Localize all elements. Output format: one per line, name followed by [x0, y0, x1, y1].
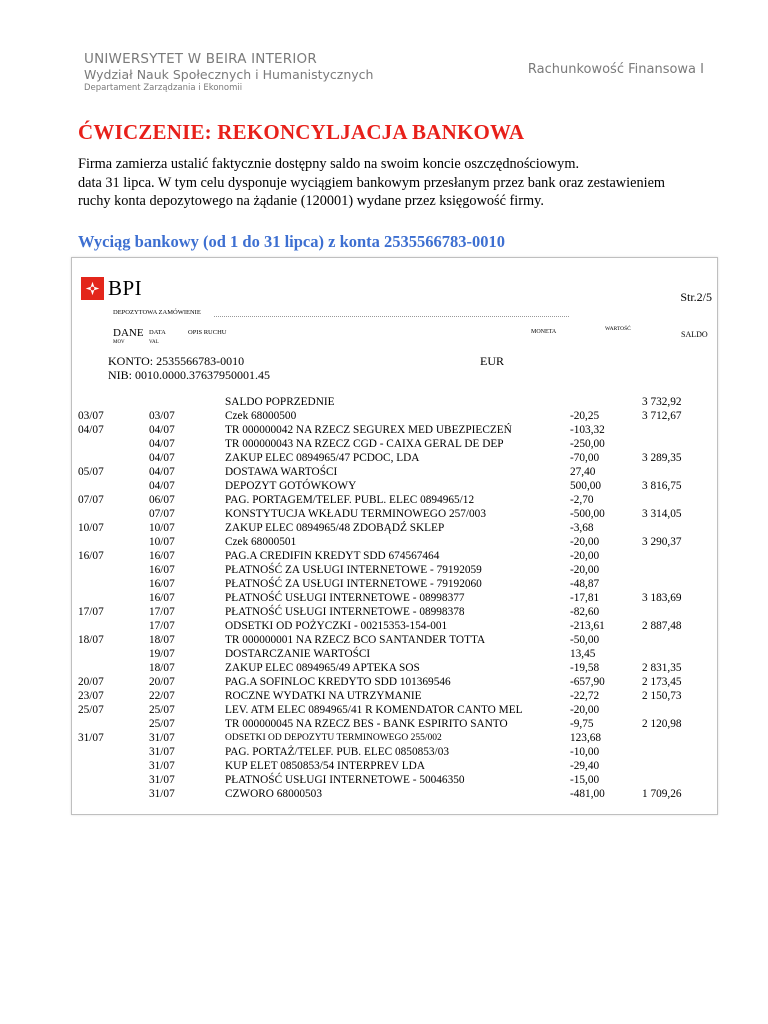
value-date: 16/07 — [149, 578, 175, 590]
intro-line: data 31 lipca. W tym celu dysponuje wyciągiem bankowym przesłanym przez bank oraz zestawieniem — [78, 174, 666, 191]
table-row — [72, 689, 717, 703]
transaction-amount: -20,00 — [570, 550, 600, 562]
running-balance: 1 709,26 — [642, 788, 682, 800]
opening-balance-value: 3 732,92 — [642, 396, 682, 408]
value-date: 16/07 — [149, 564, 175, 576]
transaction-amount: 13,45 — [570, 648, 596, 660]
transaction-amount: -29,40 — [570, 760, 600, 772]
transaction-description: PŁATNOŚĆ USŁUGI INTERNETOWE - 08998378 — [225, 606, 465, 618]
order-line-divider — [214, 316, 569, 317]
movement-date: 04/07 — [78, 424, 104, 436]
table-row — [72, 787, 717, 801]
column-header-dane: DANE — [113, 327, 144, 339]
transaction-amount: -2,70 — [570, 494, 594, 506]
movement-date: 17/07 — [78, 606, 104, 618]
movement-date: 18/07 — [78, 634, 104, 646]
column-header-moneta: MONETA — [531, 329, 557, 335]
transaction-amount: 27,40 — [570, 466, 596, 478]
movement-date: 23/07 — [78, 690, 104, 702]
movement-date: 10/07 — [78, 522, 104, 534]
value-date: 31/07 — [149, 746, 175, 758]
transaction-description: TR 000000001 NA RZECZ BCO SANTANDER TOTTA — [225, 634, 486, 646]
table-row — [72, 437, 717, 451]
column-header-data: DATA — [149, 329, 166, 336]
transaction-description: ODSETKI OD POŻYCZKI - 00215353-154-001 — [225, 620, 448, 632]
column-header-opis: OPIS RUCHU — [188, 329, 227, 336]
table-row — [72, 731, 717, 745]
transaction-description: PAG.A CREDIFIN KREDYT SDD 674567464 — [225, 550, 440, 562]
transaction-amount: -213,61 — [570, 620, 605, 632]
transaction-description: PAG. PORTAGEM/TELEF. PUBL. ELEC 0894965/12 — [225, 494, 475, 506]
running-balance: 3 314,05 — [642, 508, 682, 520]
transaction-description: ZAKUP ELEC 0894965/48 ZDOBĄDŹ SKLEP — [225, 522, 445, 534]
university-name: UNIWERSYTET W BEIRA INTERIOR — [84, 51, 317, 67]
table-row — [72, 577, 717, 591]
transaction-amount: -82,60 — [570, 606, 600, 618]
table-row — [72, 535, 717, 549]
transaction-amount: -70,00 — [570, 452, 600, 464]
table-row — [72, 745, 717, 759]
movement-date: 31/07 — [78, 732, 104, 744]
table-row — [72, 493, 717, 507]
table-row — [72, 465, 717, 479]
transaction-description: DOSTAWA WARTOŚCI — [225, 466, 338, 478]
movement-date: 07/07 — [78, 494, 104, 506]
running-balance: 2 831,35 — [642, 662, 682, 674]
bank-logo-text: BPI — [108, 276, 143, 300]
value-date: 25/07 — [149, 718, 175, 730]
transaction-description: TR 000000042 NA RZECZ SEGUREX MED UBEZPIECZEŃ — [225, 424, 512, 436]
value-date: 17/07 — [149, 620, 175, 632]
table-row — [72, 703, 717, 717]
transaction-amount: -20,00 — [570, 564, 600, 576]
value-date: 04/07 — [149, 480, 175, 492]
transaction-description: KONSTYTUCJA WKŁADU TERMINOWEGO 257/003 — [225, 508, 486, 520]
value-date: 16/07 — [149, 592, 175, 604]
table-row — [72, 633, 717, 647]
table-row — [72, 423, 717, 437]
value-date: 31/07 — [149, 760, 175, 772]
value-date: 17/07 — [149, 606, 175, 618]
table-row-opening-balance — [72, 395, 717, 409]
column-header-mov: MOV — [113, 340, 125, 345]
opening-balance-label: SALDO POPRZEDNIE — [225, 396, 335, 408]
value-date: 04/07 — [149, 466, 175, 478]
transaction-description: ROCZNE WYDATKI NA UTRZYMANIE — [225, 690, 422, 702]
transaction-description: TR 000000043 NA RZECZ CGD - CAIXA GERAL DE DEP — [225, 438, 504, 450]
transaction-amount: -657,90 — [570, 676, 605, 688]
column-header-wartosc: WARTOŚĆ — [605, 326, 631, 332]
transaction-description: PAG. PORTAŻ/TELEF. PUB. ELEC 0850853/03 — [225, 746, 449, 758]
movement-date: 25/07 — [78, 704, 104, 716]
running-balance: 2 887,48 — [642, 620, 682, 632]
value-date: 16/07 — [149, 550, 175, 562]
bank-statement — [71, 257, 718, 815]
nib-number: NIB: 0010.0000.37637950001.45 — [108, 368, 270, 382]
transaction-description: LEV. ATM ELEC 0894965/41 R KOMENDATOR CANTO MEL — [225, 704, 523, 716]
table-row — [72, 759, 717, 773]
running-balance: 3 816,75 — [642, 480, 682, 492]
intro-paragraph — [78, 155, 718, 211]
transaction-description: DOSTARCZANIE WARTOŚCI — [225, 648, 371, 660]
table-row — [72, 409, 717, 423]
account-number: KONTO: 2535566783-0010 — [108, 354, 245, 368]
transaction-description: PŁATNOŚĆ USŁUGI INTERNETOWE - 08998377 — [225, 592, 465, 604]
transaction-amount: -20,00 — [570, 536, 600, 548]
transaction-amount: -17,81 — [570, 592, 600, 604]
value-date: 10/07 — [149, 522, 175, 534]
value-date: 31/07 — [149, 788, 175, 800]
column-header-val: VAL — [149, 340, 159, 345]
transaction-rows — [72, 409, 717, 801]
bank-logo — [81, 276, 142, 301]
transaction-description: PŁATNOŚĆ ZA USŁUGI INTERNETOWE - 79192060 — [225, 578, 482, 590]
value-date: 06/07 — [149, 494, 175, 506]
table-row — [72, 661, 717, 675]
value-date: 04/07 — [149, 438, 175, 450]
transaction-description: PŁATNOŚĆ USŁUGI INTERNETOWE - 50046350 — [225, 774, 465, 786]
movement-date: 05/07 — [78, 466, 104, 478]
value-date: 31/07 — [149, 732, 175, 744]
table-row — [72, 521, 717, 535]
transaction-amount: -103,32 — [570, 424, 605, 436]
transaction-description: KUP ELET 0850853/54 INTERPREV LDA — [225, 760, 425, 772]
transaction-amount: -500,00 — [570, 508, 605, 520]
transaction-amount: -50,00 — [570, 634, 600, 646]
table-row — [72, 773, 717, 787]
order-label: DEPOZYTOWA ZAMÓWIENIE — [113, 309, 201, 316]
value-date: 22/07 — [149, 690, 175, 702]
transaction-description: ZAKUP ELEC 0894965/47 PCDOC, LDA — [225, 452, 420, 464]
movement-date: 20/07 — [78, 676, 104, 688]
table-row — [72, 563, 717, 577]
value-date: 07/07 — [149, 508, 175, 520]
transaction-description: PŁATNOŚĆ ZA USŁUGI INTERNETOWE - 79192059 — [225, 564, 482, 576]
department-name: Departament Zarządzania i Ekonomii — [84, 83, 243, 93]
value-date: 19/07 — [149, 648, 175, 660]
transactions-table — [72, 395, 717, 801]
table-row — [72, 619, 717, 633]
table-row — [72, 605, 717, 619]
value-date: 03/07 — [149, 410, 175, 422]
transaction-amount: -3,68 — [570, 522, 594, 534]
transaction-amount: -481,00 — [570, 788, 605, 800]
table-row — [72, 479, 717, 493]
table-row — [72, 549, 717, 563]
course-name: Rachunkowość Finansowa I — [527, 62, 704, 77]
transaction-amount: -48,87 — [570, 578, 600, 590]
transaction-amount: -20,25 — [570, 410, 600, 422]
value-date: 25/07 — [149, 704, 175, 716]
value-date: 20/07 — [149, 676, 175, 688]
transaction-amount: -10,00 — [570, 746, 600, 758]
faculty-name: Wydział Nauk Społecznych i Humanistycznych — [84, 67, 374, 82]
bpi-star-icon — [81, 277, 104, 300]
intro-line: ruchy konta depozytowego na żądanie (120001) wydane przez księgowość firmy. — [78, 193, 544, 209]
currency-code: EUR — [480, 354, 504, 368]
table-row — [72, 451, 717, 465]
transaction-description: PAG.A SOFINLOC KREDYTO SDD 101369546 — [225, 676, 451, 688]
table-row — [72, 647, 717, 661]
transaction-amount: -19,58 — [570, 662, 600, 674]
transaction-amount: 500,00 — [570, 480, 602, 492]
running-balance: 2 150,73 — [642, 690, 682, 702]
value-date: 04/07 — [149, 452, 175, 464]
transaction-description: Czek 68000500 — [225, 410, 297, 422]
running-balance: 3 712,67 — [642, 410, 682, 422]
transaction-description: DEPOZYT GOTÓWKOWY — [225, 480, 357, 492]
value-date: 10/07 — [149, 536, 175, 548]
exercise-title: ĆWICZENIE: REKONCYLJACJA BANKOWA — [78, 120, 525, 144]
value-date: 18/07 — [149, 662, 175, 674]
movement-date: 16/07 — [78, 550, 104, 562]
transaction-amount: -22,72 — [570, 690, 600, 702]
transaction-amount: -20,00 — [570, 704, 600, 716]
running-balance: 2 173,45 — [642, 676, 682, 688]
page-number: Str.2/5 — [680, 290, 712, 304]
transaction-description: TR 000000045 NA RZECZ BES - BANK ESPIRITO SANTO — [225, 718, 508, 730]
transaction-amount: 123,68 — [570, 732, 602, 744]
transaction-description: ZAKUP ELEC 0894965/49 APTEKA SOS — [225, 662, 420, 674]
running-balance: 3 290,37 — [642, 536, 682, 548]
transaction-amount: -9,75 — [570, 718, 594, 730]
intro-line: Firma zamierza ustalić faktycznie dostępny saldo na swoim koncie oszczędnościowym. — [78, 156, 580, 172]
value-date: 04/07 — [149, 424, 175, 436]
transaction-description: CZWORO 68000503 — [225, 788, 322, 800]
statement-subtitle: Wyciąg bankowy (od 1 do 31 lipca) z konta 2535566783-0010 — [78, 232, 506, 251]
transaction-description: ODSETKI OD DEPOZYTU TERMINOWEGO 255/002 — [225, 733, 442, 743]
table-row — [72, 717, 717, 731]
transaction-description: Czek 68000501 — [225, 536, 297, 548]
table-row — [72, 507, 717, 521]
movement-date: 03/07 — [78, 410, 104, 422]
column-header-saldo: SALDO — [681, 330, 708, 339]
table-row — [72, 675, 717, 689]
running-balance: 3 289,35 — [642, 452, 682, 464]
table-row — [72, 591, 717, 605]
running-balance: 3 183,69 — [642, 592, 682, 604]
running-balance: 2 120,98 — [642, 718, 682, 730]
value-date: 18/07 — [149, 634, 175, 646]
transaction-amount: -250,00 — [570, 438, 605, 450]
transaction-amount: -15,00 — [570, 774, 600, 786]
value-date: 31/07 — [149, 774, 175, 786]
